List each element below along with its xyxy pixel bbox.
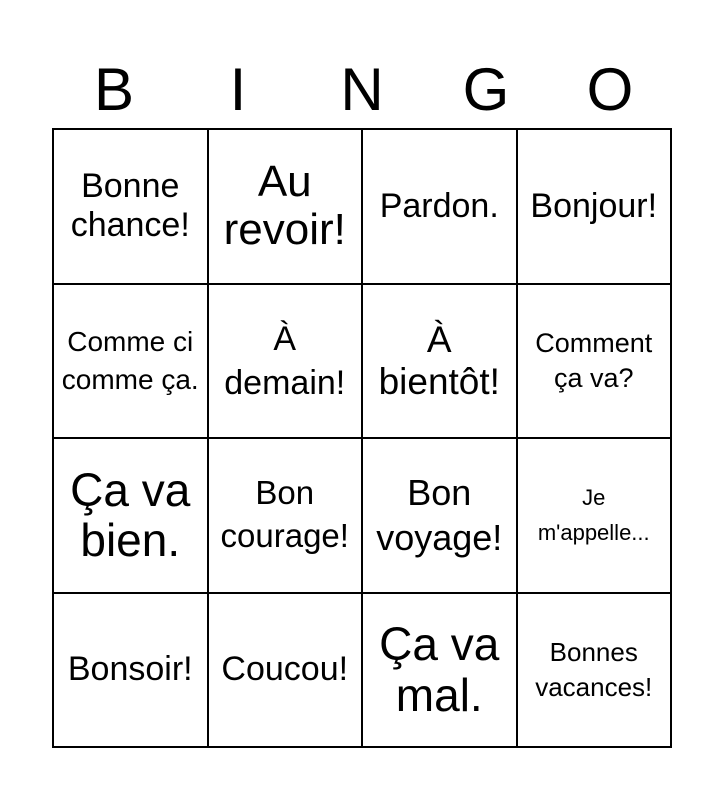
cell-text: Comment ça va? [535, 327, 653, 393]
cell-text: Bonnes vacances! [535, 636, 653, 702]
header-letter-i: I [229, 56, 247, 123]
bingo-cell [363, 130, 518, 285]
bingo-cell [209, 285, 364, 440]
cell-text: Bonsoir! [67, 650, 193, 689]
header-letter-o: O [586, 56, 634, 123]
cell-text: À bientôt! [378, 319, 500, 402]
bingo-cell [363, 439, 518, 594]
bingo-header [52, 52, 672, 128]
bingo-cell [54, 439, 209, 594]
cell-text: Ça va mal. [379, 618, 500, 721]
bingo-board [52, 128, 672, 748]
bingo-cell [209, 439, 364, 594]
bingo-cell [209, 594, 364, 749]
bingo-cell [363, 285, 518, 440]
bingo-cell [518, 439, 673, 594]
cell-text: À demain! [224, 319, 346, 402]
cell-text: Je m'appelle... [537, 485, 650, 546]
cell-text: Comme ci comme ça. [61, 325, 199, 395]
bingo-cell [54, 130, 209, 285]
cell-text: Bonne chance! [70, 167, 190, 245]
cell-text: Bon voyage! [376, 472, 503, 559]
bingo-cell [518, 285, 673, 440]
bingo-cell [54, 594, 209, 749]
bingo-cell [209, 130, 364, 285]
bingo-cell [363, 594, 518, 749]
cell-text: Coucou! [221, 650, 349, 689]
bingo-cell [518, 130, 673, 285]
header-letter-b: B [93, 56, 135, 123]
cell-text: Pardon. [379, 186, 499, 225]
header-letter-n: N [340, 56, 384, 123]
cell-text: Ça va bien. [70, 463, 191, 567]
cell-text: Au revoir! [223, 156, 346, 255]
bingo-cell [518, 594, 673, 749]
cell-text: Bon courage! [220, 474, 349, 555]
header-letter-g: G [462, 56, 510, 123]
bingo-cell [54, 285, 209, 440]
cell-text: Bonjour! [530, 186, 658, 225]
